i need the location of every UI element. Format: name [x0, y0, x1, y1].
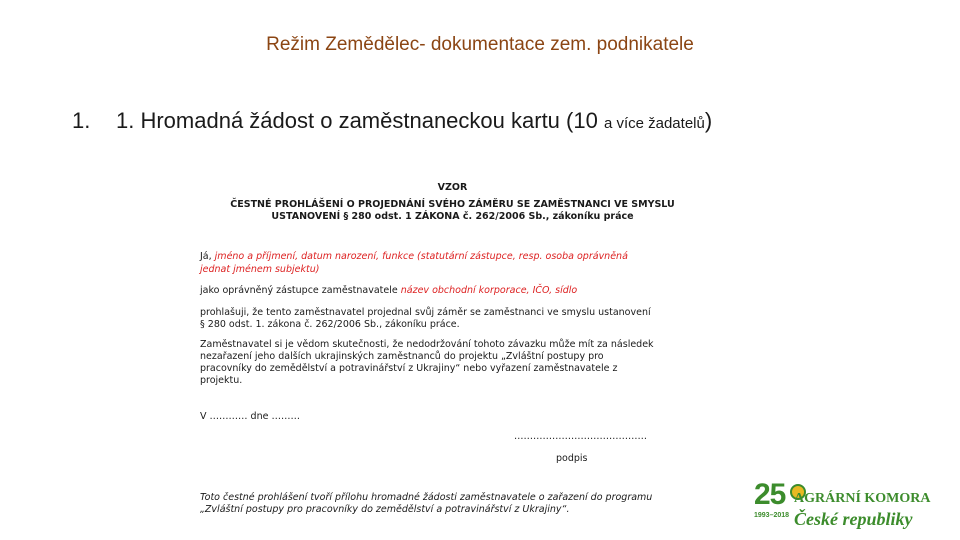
doc-footer-line1: Toto čestné prohlášení tvoří přílohu hromadné žádosti zaměstnavatele o zařazení do programu: [200, 492, 653, 503]
doc-vedom-line3: pracovníky do zemědělství a potravinářství z Ukrajiny“ nebo vyřazení zaměstnavatele z: [200, 363, 618, 374]
doc-ja-prefix: Já,: [200, 251, 215, 262]
doc-prohlasuji-line2: § 280 odst. 1. zákona č. 262/2006 Sb., zákoníku práce.: [200, 319, 460, 330]
doc-vedom-line4: projektu.: [200, 375, 243, 386]
doc-vedom-line2: nezařazení jeho dalších ukrajinských zaměstnanců do projektu „Zvláštní postupy pro: [200, 351, 604, 362]
bullet-close: ): [704, 108, 713, 133]
slide-title: Režim Zemědělec- dokumentace zem. podnikatele: [266, 34, 694, 55]
doc-zastupce-prefix: jako oprávněný zástupce zaměstnavatele: [200, 285, 401, 296]
doc-ja-line1: [200, 250, 628, 263]
doc-vedom-line1: Zaměstnavatel si je vědom skutečnosti, že nedodržování tohoto závazku může mít za následek: [200, 339, 654, 350]
doc-heading-line2: USTANOVENÍ § 280 odst. 1 ZÁKONA č. 262/2006 Sb., zákoníku práce: [271, 211, 634, 222]
logo-years: 1993–2018: [754, 512, 790, 519]
doc-signature-label: podpis: [556, 453, 588, 464]
logo-number: 25: [754, 478, 786, 511]
doc-ja-red2: jednat jménem subjektu): [200, 264, 320, 275]
bullet-text: 1. Hromadná žádost o zaměstnaneckou kartu (10: [116, 108, 604, 133]
doc-signature-line: ……………………………………: [514, 431, 647, 442]
doc-footer-line2: „Zvláštní postupy pro pracovníky do zemědělství a potravinářství z Ukrajiny“.: [200, 504, 570, 515]
logo-subtitle: České republiky: [794, 509, 913, 529]
doc-place-date: V ………… dne ………: [200, 411, 300, 422]
doc-vzor: VZOR: [437, 182, 468, 193]
doc-zastupce: [200, 284, 577, 297]
doc-zastupce-red: název obchodní korporace, IČO, sídlo: [400, 285, 578, 296]
doc-prohlasuji-line1: prohlašuji, že tento zaměstnavatel projednal svůj záměr se zaměstnanci ve smyslu ustanovení: [200, 307, 651, 318]
bullet-small-text: a více žadatelů: [603, 115, 705, 132]
agrarni-komora-logo: [752, 478, 952, 532]
bullet-number: 1.: [72, 108, 91, 133]
logo-name: AGRÁRNÍ KOMORA: [794, 491, 931, 506]
doc-ja-red1: jméno a příjmení, datum narození, funkce (statutární zástupce, resp. osoba oprávněná: [214, 251, 628, 262]
doc-heading-line1: ČESTNÉ PROHLÁŠENÍ O PROJEDNÁNÍ SVÉHO ZÁMĚRU SE ZAMĚSTNANCI VE SMYSLU: [230, 199, 675, 210]
